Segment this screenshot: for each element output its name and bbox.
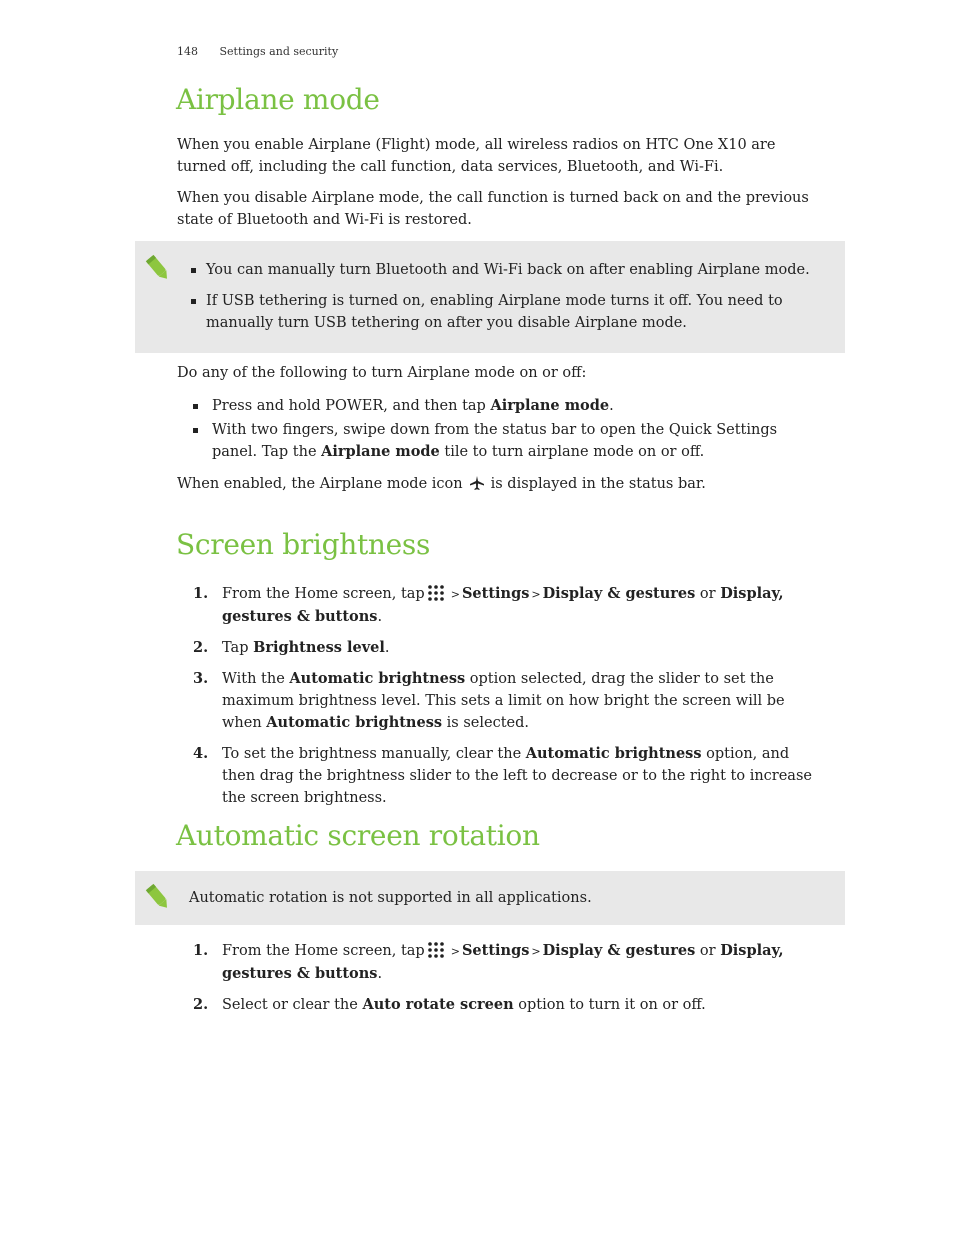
section-name: Settings and security [219,45,339,58]
step-item: 2. Tap Brightness level. [193,639,390,656]
apps-grid-icon [427,584,445,602]
step-item: 4. To set the brightness manually, clear the Automatic brightness option, and then drag the brightness slider to the left to decrease or to the right to increase the screen brightness. [193,745,812,806]
note-item: If USB tethering is turned on, enabling Airplane mode turns it off. You need to manually turn USB tethering on after you disable Airplane mode. [189,290,827,334]
heading-airplane-mode: Airplane mode [176,83,380,116]
pencil-note-icon [145,253,171,283]
step-item: 3. With the Automatic brightness option selected, drag the slider to set the maximum brightness level. This sets a limit on how bright the screen will be when Automatic brightness is selected. [193,670,785,731]
note-box-airplane [135,241,845,353]
paragraph-airplane-intro: Do any of the following to turn Airplane mode on or off: [177,365,587,381]
airplane-options-list [193,395,823,465]
paragraph-airplane-enable: When you enable Airplane (Flight) mode, all wireless radios on HTC One X10 are turned off, including the call function, data services, Bluetooth, and Wi-Fi. [177,137,776,175]
step-item: 1. From the Home screen, tap > Settings > Display & gestures or Display, gestures & buttons. [193,585,784,625]
step-item: 1. From the Home screen, tap > Settings > Display & gestures or Display, gestures & buttons. [193,942,784,982]
heading-screen-brightness: Screen brightness [176,528,431,561]
pencil-note-icon [145,882,171,912]
note-list [189,259,827,343]
page-number: 148 [177,45,198,58]
rotation-steps [193,940,823,1025]
note-text: Automatic rotation is not supported in all applications. [189,890,592,906]
paragraph-airplane-disable: When you disable Airplane mode, the call function is turned back on and the previous state of Bluetooth and Wi-Fi is restored. [177,190,809,228]
brightness-steps [193,583,823,818]
list-item: Press and hold POWER, and then tap Airplane mode. [193,395,823,417]
airplane-icon [469,475,485,491]
note-box-rotation [135,871,845,925]
step-item: 2. Select or clear the Auto rotate screen option to turn it on or off. [193,996,706,1013]
page-header [177,45,338,58]
apps-grid-icon [427,941,445,959]
list-item: With two fingers, swipe down from the status bar to open the Quick Settings panel. Tap the Airplane mode tile to turn airplane mode on or off. [193,419,823,463]
heading-automatic-screen-rotation: Automatic screen rotation [176,819,540,852]
note-item: You can manually turn Bluetooth and Wi-Fi back on after enabling Airplane mode. [189,259,827,281]
paragraph-airplane-icon: When enabled, the Airplane mode icon is displayed in the status bar. [177,476,706,492]
